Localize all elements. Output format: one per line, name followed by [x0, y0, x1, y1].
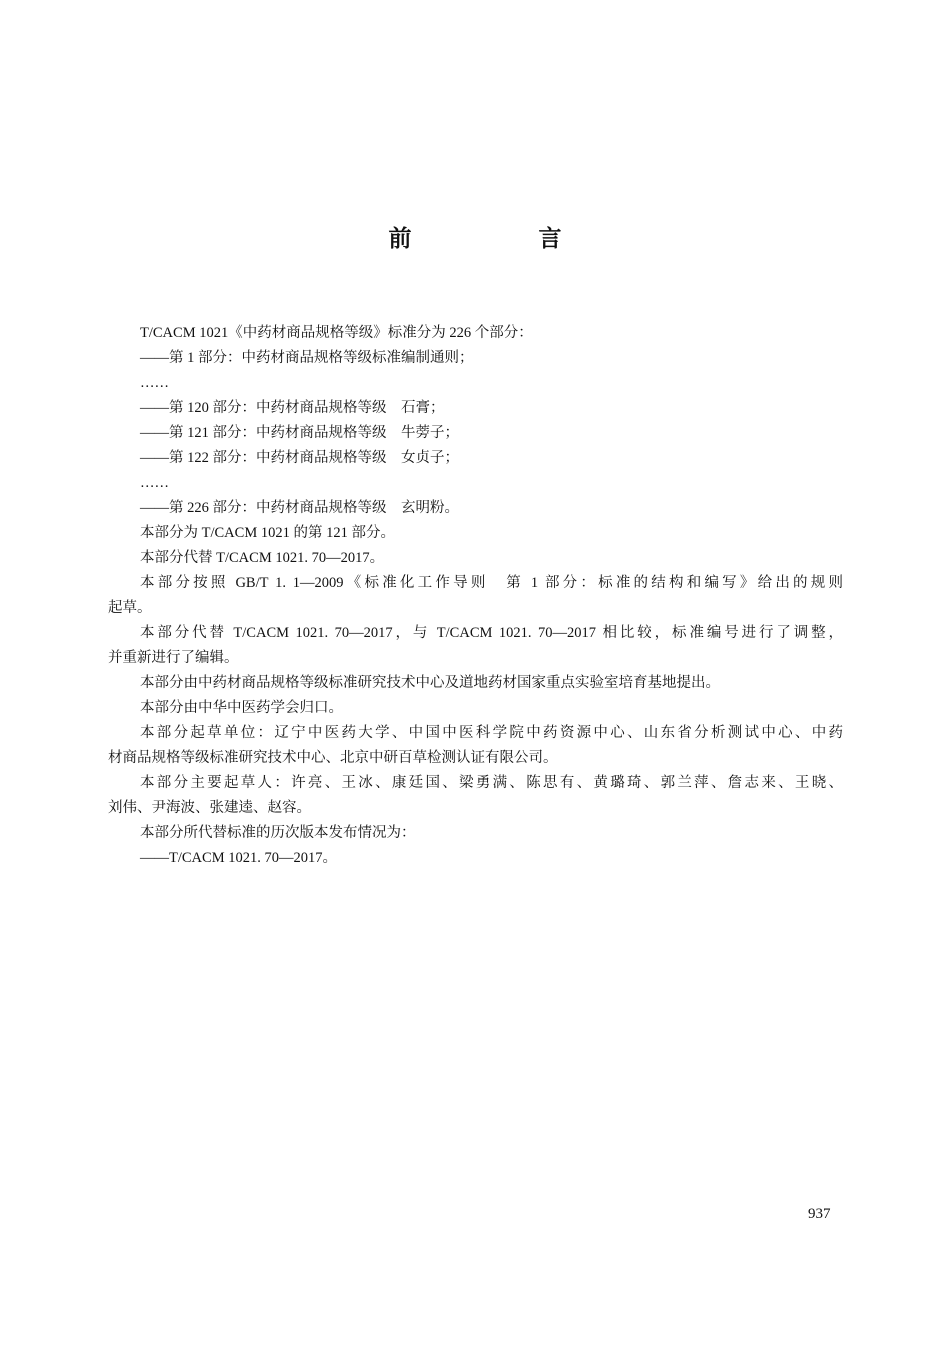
text-line: 本部分所代替标准的历次版本发布情况为： [140, 825, 416, 841]
text-line: 本部分代替 T/CACM 1021. 70—2017，与 T/CACM 1021. 70—2017 相比较，标准编号进行了调整， [140, 625, 843, 641]
text-line: 本部分主要起草人：许亮、王冰、康廷国、梁勇满、陈思有、黄璐琦、郭兰萍、詹志来、王晓、 [140, 775, 843, 791]
page-title: 前 言 [388, 226, 614, 252]
text-line: 并重新进行了编辑。 [108, 650, 239, 666]
text-line: 起草。 [108, 600, 152, 616]
text-line: 本部分起草单位：辽宁中医药大学、中国中医科学院中药资源中心、山东省分析测试中心、中药 [140, 725, 843, 741]
text-line: 本部分由中华中医药学会归口。 [140, 700, 343, 716]
text-line: …… [140, 475, 169, 491]
page-number: 937 [808, 1206, 831, 1222]
text-line: 本部分按照 GB/T 1. 1—2009《标准化工作导则 第 1 部分：标准的结构和编写》给出的规则 [140, 575, 843, 591]
text-line: 本部分代替 T/CACM 1021. 70—2017。 [140, 550, 385, 566]
text-line: 本部分为 T/CACM 1021 的第 121 部分。 [140, 525, 395, 541]
text-line: ——T/CACM 1021. 70—2017。 [140, 850, 337, 866]
text-line: T/CACM 1021《中药材商品规格等级》标准分为 226 个部分： [140, 325, 533, 341]
text-line: …… [140, 375, 169, 391]
text-line: ——第 226 部分：中药材商品规格等级 玄明粉。 [140, 500, 459, 516]
text-line: 本部分由中药材商品规格等级标准研究技术中心及道地药材国家重点实验室培育基地提出。 [140, 675, 720, 691]
text-line: ——第 121 部分：中药材商品规格等级 牛蒡子； [140, 425, 459, 441]
text-line: ——第 1 部分：中药材商品规格等级标准编制通则； [140, 350, 474, 366]
text-line: 刘伟、尹海波、张建逵、赵容。 [108, 800, 311, 816]
text-line: ——第 120 部分：中药材商品规格等级 石膏； [140, 400, 445, 416]
text-line: 材商品规格等级标准研究技术中心、北京中研百草检测认证有限公司。 [108, 750, 558, 766]
text-line: ——第 122 部分：中药材商品规格等级 女贞子； [140, 450, 459, 466]
